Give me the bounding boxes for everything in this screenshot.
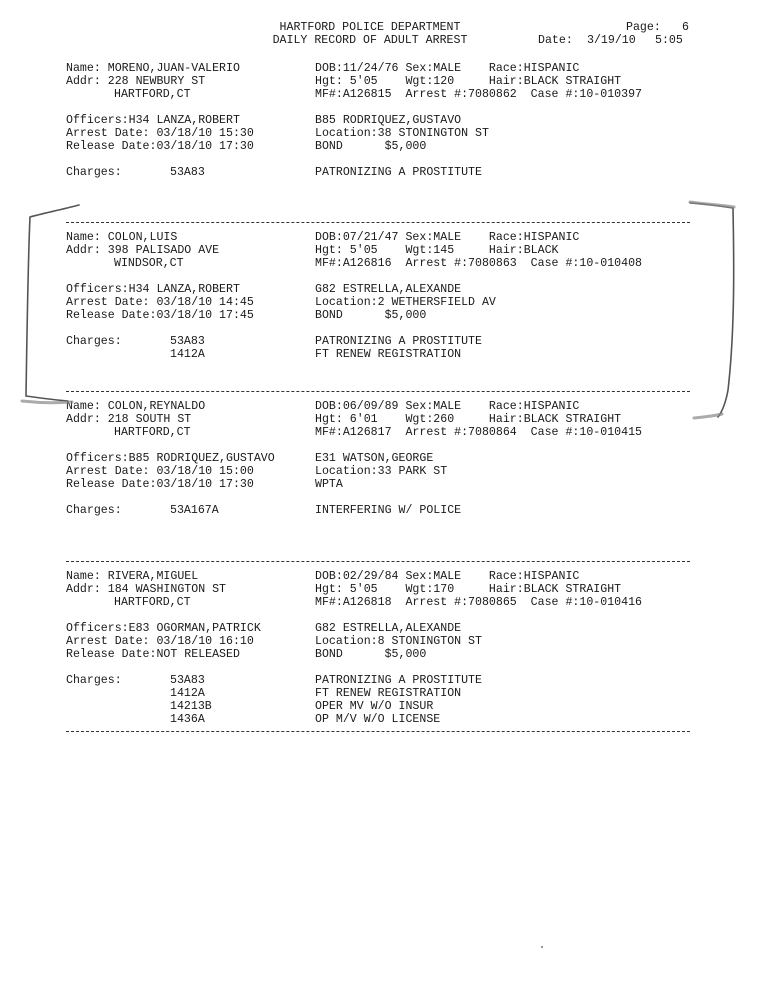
officers: Officers:H34 LANZA,ROBERT	[66, 283, 240, 296]
charge-description: FT RENEW REGISTRATION	[315, 348, 462, 361]
arrest-date: Arrest Date: 03/18/10 15:30	[66, 127, 254, 140]
charge-description: FT RENEW REGISTRATION	[315, 687, 462, 700]
date-label: Date:	[538, 34, 573, 47]
charges-label: Charges:	[66, 504, 122, 517]
charge-code: 1412A	[170, 687, 205, 700]
arrest-location: Location:33 PARK ST	[315, 465, 448, 478]
bond: WPTA	[315, 478, 343, 491]
dob-sex-race: DOB:02/29/84 Sex:MALE Race:HISPANIC	[315, 570, 580, 583]
charges-label: Charges:	[66, 674, 122, 687]
paper-speck	[541, 946, 543, 948]
second-officer: B85 RODRIQUEZ,GUSTAVO	[315, 114, 462, 127]
release-date: Release Date:03/18/10 17:45	[66, 309, 254, 322]
report-time: 5:05	[655, 34, 683, 47]
dob-sex-race: DOB:11/24/76 Sex:MALE Race:HISPANIC	[315, 62, 580, 75]
charges-label: Charges:	[66, 335, 122, 348]
bond: BOND $5,000	[315, 648, 427, 661]
height-weight-hair: Hgt: 5'05 Wgt:170 Hair:BLACK STRAIGHT	[315, 583, 622, 596]
charge-code: 53A83	[170, 166, 205, 179]
arrestee-city: HARTFORD,CT	[114, 596, 191, 609]
arrestee-address: Addr: 184 WASHINGTON ST	[66, 583, 227, 596]
page-number: 6	[682, 21, 689, 34]
arrestee-name: Name: COLON,LUIS	[66, 231, 178, 244]
charge-description: PATRONIZING A PROSTITUTE	[315, 166, 482, 179]
arrest-date: Arrest Date: 03/18/10 15:00	[66, 465, 254, 478]
charge-code: 1412A	[170, 348, 205, 361]
mf-arrest-case: MF#:A126815 Arrest #:7080862 Case #:10-010397	[315, 88, 642, 101]
charge-code: 1436A	[170, 713, 205, 726]
charge-code: 14213B	[170, 700, 212, 713]
release-date: Release Date:03/18/10 17:30	[66, 478, 254, 491]
charge-code: 53A167A	[170, 504, 219, 517]
department-title: HARTFORD POLICE DEPARTMENT	[279, 21, 461, 34]
height-weight-hair: Hgt: 6'01 Wgt:260 Hair:BLACK STRAIGHT	[315, 413, 622, 426]
mf-arrest-case: MF#:A126818 Arrest #:7080865 Case #:10-010416	[315, 596, 642, 609]
report-title: DAILY RECORD OF ADULT ARREST	[272, 34, 468, 47]
charge-code: 53A83	[170, 674, 205, 687]
bond: BOND $5,000	[315, 309, 427, 322]
arrestee-city: HARTFORD,CT	[114, 426, 191, 439]
charges-label: Charges:	[66, 166, 122, 179]
arrestee-name: Name: RIVERA,MIGUEL	[66, 570, 199, 583]
dob-sex-race: DOB:07/21/47 Sex:MALE Race:HISPANIC	[315, 231, 580, 244]
charge-description: INTERFERING W/ POLICE	[315, 504, 462, 517]
arrest-date: Arrest Date: 03/18/10 16:10	[66, 635, 254, 648]
arrestee-address: Addr: 218 SOUTH ST	[66, 413, 192, 426]
height-weight-hair: Hgt: 5'05 Wgt:145 Hair:BLACK	[315, 244, 559, 257]
arrestee-city: HARTFORD,CT	[114, 88, 191, 101]
second-officer: G82 ESTRELLA,ALEXANDE	[315, 622, 462, 635]
arrestee-name: Name: COLON,REYNALDO	[66, 400, 206, 413]
second-officer: G82 ESTRELLA,ALEXANDE	[315, 283, 462, 296]
charge-code: 53A83	[170, 335, 205, 348]
officers: Officers:B85 RODRIQUEZ,GUSTAVO	[66, 452, 275, 465]
charge-description: PATRONIZING A PROSTITUTE	[315, 674, 482, 687]
arrestee-name: Name: MORENO,JUAN-VALERIO	[66, 62, 240, 75]
arrestee-address: Addr: 228 NEWBURY ST	[66, 75, 206, 88]
arrest-location: Location:8 STONINGTON ST	[315, 635, 482, 648]
mf-arrest-case: MF#:A126816 Arrest #:7080863 Case #:10-010408	[315, 257, 642, 270]
second-officer: E31 WATSON,GEORGE	[315, 452, 434, 465]
release-date: Release Date:NOT RELEASED	[66, 648, 240, 661]
arrest-location: Location:2 WETHERSFIELD AV	[315, 296, 496, 309]
arrestee-city: WINDSOR,CT	[114, 257, 184, 270]
report-date: 3/19/10	[587, 34, 636, 47]
page-label: Page:	[626, 21, 661, 34]
arrestee-address: Addr: 398 PALISADO AVE	[66, 244, 220, 257]
officers: Officers:E83 OGORMAN,PATRICK	[66, 622, 261, 635]
release-date: Release Date:03/18/10 17:30	[66, 140, 254, 153]
charge-description: PATRONIZING A PROSTITUTE	[315, 335, 482, 348]
charge-description: OP M/V W/O LICENSE	[315, 713, 441, 726]
dob-sex-race: DOB:06/09/89 Sex:MALE Race:HISPANIC	[315, 400, 580, 413]
mf-arrest-case: MF#:A126817 Arrest #:7080864 Case #:10-010415	[315, 426, 642, 439]
charge-description: OPER MV W/O INSUR	[315, 700, 434, 713]
arrest-location: Location:38 STONINGTON ST	[315, 127, 489, 140]
officers: Officers:H34 LANZA,ROBERT	[66, 114, 240, 127]
arrest-date: Arrest Date: 03/18/10 14:45	[66, 296, 254, 309]
bond: BOND $5,000	[315, 140, 427, 153]
height-weight-hair: Hgt: 5'05 Wgt:120 Hair:BLACK STRAIGHT	[315, 75, 622, 88]
